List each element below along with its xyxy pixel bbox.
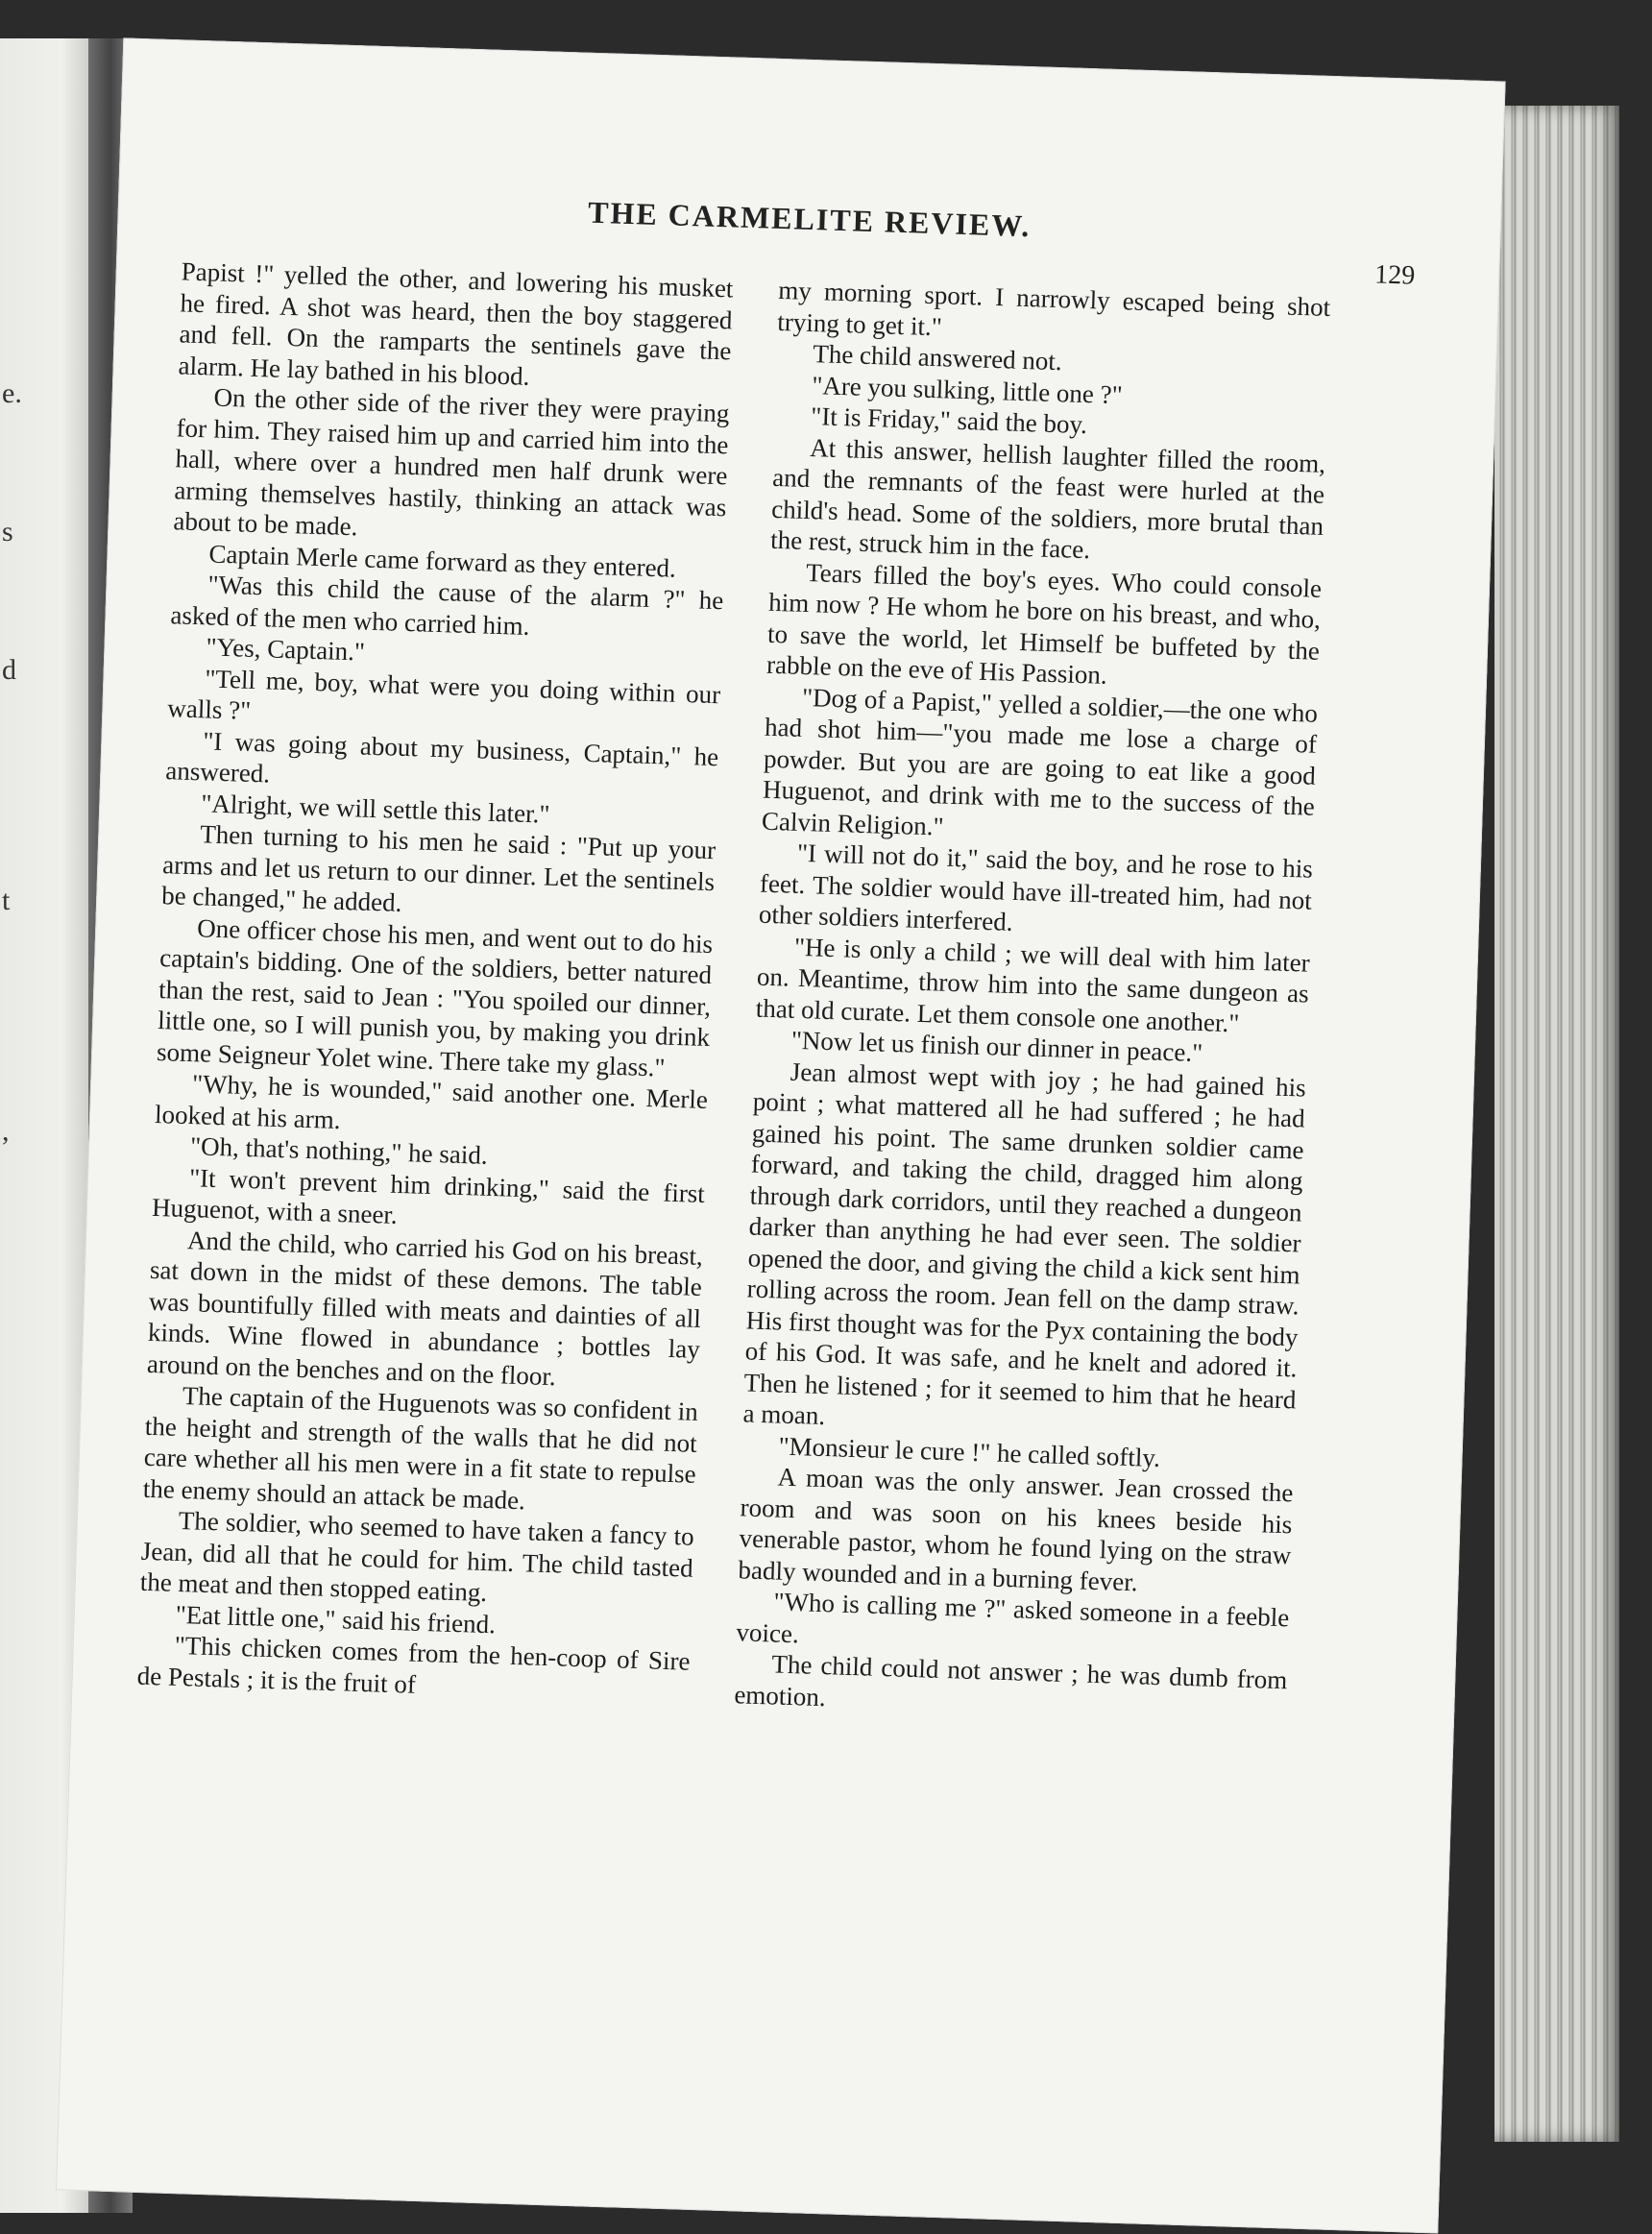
paragraph: One officer chose his men, and went out to do his captain's bidding. One of the soldiers, better natured than the rest, said to Jean : "You spoiled our dinner, little one, so I will punish you, by making you drink some Seigneur Yolet wine. There take my glass." — [156, 912, 714, 1082]
fragment: t — [2, 885, 11, 916]
paragraph: "Who is calling me ?" asked someone in a feeble voice. — [736, 1587, 1290, 1648]
paragraph: The soldier, who seemed to have taken a fancy to Jean, did all that he could for him. The child tasted the meat and then stopped eating. — [139, 1505, 695, 1608]
paragraph: "Eat little one," said his friend. — [175, 1599, 497, 1639]
paragraph: "It won't prevent him drinking," said the first Huguenot, with a sneer. — [151, 1162, 706, 1229]
page — [56, 37, 1506, 2233]
paragraph: A moan was the only answer. Jean crossed the room and was soon on his knees beside his venerable pastor, whom he found lying on the straw badly wounded and in a burning fever. — [738, 1462, 1294, 1596]
fragment: d — [2, 654, 16, 686]
paragraph: "Tell me, boy, what were you doing within our walls ?" — [166, 663, 721, 725]
paragraph: "It is Friday," said the boy. — [810, 401, 1088, 440]
paragraph: The child could not answer ; he was dumb from emotion. — [734, 1649, 1288, 1712]
paragraph: "I was going about my business, Captain," he answered. — [164, 725, 719, 789]
fragment: e. — [2, 377, 22, 409]
page-edges — [1494, 106, 1619, 2142]
paragraph: "He is only a child ; we will deal with him later on. Meantime, throw him into the same dungeon as that old curate. Let them console one another." — [755, 932, 1311, 1037]
paragraph: Papist !" yelled the other, and lowering his musket he fired. A shot was heard, then the boy staggered and fell. On the ramparts the sentinels gave the alarm. He lay bathed in his blood. — [178, 256, 734, 391]
paragraph: On the other side of the river they were praying for him. They raised him up and carried him into the hall, where over a hundred men half drunk were arming themselves hastily, thinking an attack was about to be made. — [173, 382, 730, 542]
paragraph: "I will not do it," said the boy, and he rose to his feet. The soldier would have ill-treated him, had not other soldiers interfered. — [758, 838, 1314, 936]
paragraph: my morning sport. I narrowly escaped being shot trying to get it." — [776, 275, 1331, 341]
facing-page-fragments — [2, 279, 21, 1247]
paragraph: "Yes, Captain." — [206, 632, 366, 667]
paragraph: Tears filled the boy's eyes. Who could console him now ? He whom he bore on his breast, and who, to save the world, let Himself be buffeted by the rabble on the eve of His Passion. — [765, 557, 1323, 690]
paragraph: And the child, who carried his God on his breast, sat down in the midst of these demons. The table was bountifully filled with meats and dainties of all kinds. Wine flowed in abundance ; bottles lay around on the benches and on the floor. — [146, 1225, 704, 1391]
paragraph: "This chicken comes from the hen-coop of Sire de Pestals ; it is the fruit of — [136, 1630, 692, 1699]
paragraph: Captain Merle came forward as they entered. — [208, 538, 677, 583]
paragraph: "Monsieur le cure !" he called softly. — [778, 1431, 1161, 1472]
paragraph: The captain of the Huguenots was so confident in the height and strength of the walls that he did not care whether all his men were in a fit state to repulse the enemy should an attack be made. — [142, 1381, 699, 1515]
paragraph: "Are you sulking, little one ?" — [811, 370, 1124, 409]
paragraph: "Now let us finish our dinner in peace." — [790, 1025, 1203, 1068]
paragraph: The child answered not. — [812, 339, 1063, 376]
paragraph: Then turning to his men he said : "Put up your arms and let us return to our dinner. Let the sentinels be changed," he added. — [160, 819, 717, 917]
paragraph: Jean almost wept with joy ; he had gained his point ; what mattered all he had suffered ; he had gained his point. The same drunken soldier came forward, and taking the child, dragged him along through dark corridors, until they reached a dungeon darker than anything he had ever seen. The soldier opened the door, and giving the child a kick sent him rolling across the room. Jean fell on the damp straw. His first thought was for the Pyx containing the body of his God. It was safe, and he knelt and adored it. Then he listened ; for it seemed to him that he heard a moan. — [742, 1056, 1307, 1431]
paragraph: "Was this child the cause of the alarm ?" he asked of the men who carried him. — [170, 570, 724, 641]
left-column — [136, 255, 734, 1708]
fragment: s — [2, 516, 13, 547]
paragraph: "Alright, we will settle this later." — [200, 788, 550, 829]
right-column — [734, 275, 1331, 1727]
running-title: THE CARMELITE REVIEW. — [587, 194, 1032, 244]
paragraph: At this answer, hellish laughter filled the room, and the remnants of the feast were hurled at the child's head. Some of the soldiers, more brutal than the rest, struck him in the face. — [769, 432, 1326, 565]
paragraph: "Why, he is wounded," said another one. Merle looked at his arm. — [154, 1069, 709, 1134]
paragraph: "Oh, that's nothing," he said. — [189, 1131, 489, 1170]
paragraph: "Dog of a Papist," yelled a soldier,—the one who had shot him—"you made me lose a charge of powder. But you are are going to eat like a good Huguenot, and drink with me to the success of the Calvin Religion." — [761, 682, 1319, 841]
page-number: 129 — [1373, 259, 1416, 291]
fragment: , — [2, 1115, 10, 1147]
